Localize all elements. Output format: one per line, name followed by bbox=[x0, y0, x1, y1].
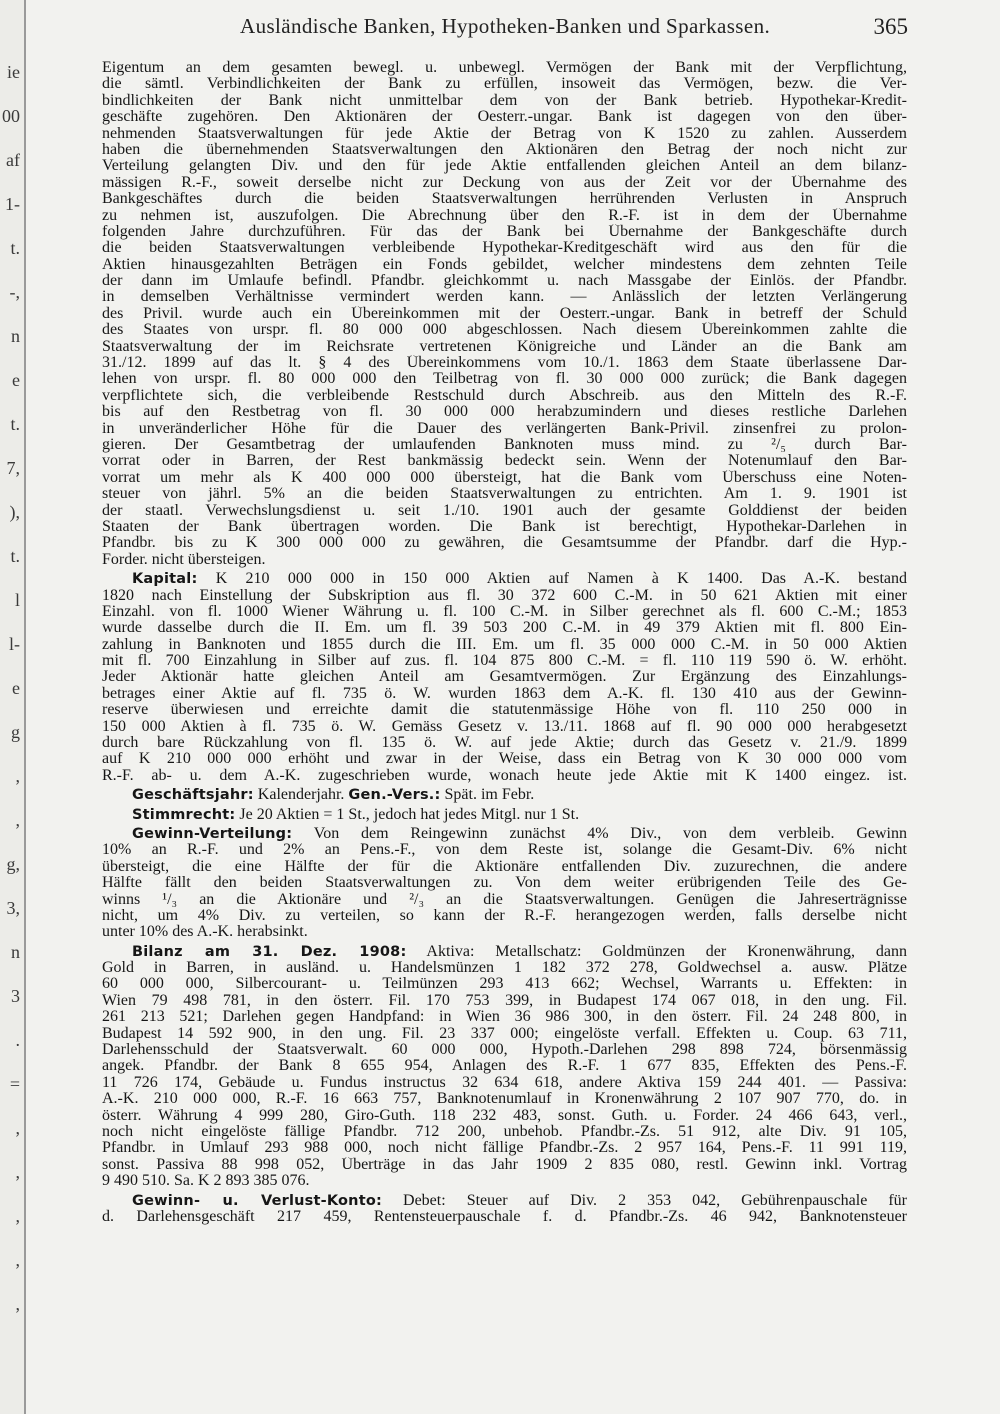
text-line bbox=[102, 437, 907, 453]
text-line bbox=[102, 240, 907, 256]
text-line bbox=[102, 60, 907, 76]
margin-fragment: 3 bbox=[11, 986, 20, 1006]
line-text: Staatsverwaltung der im Reichsrate vertretenen Königreiche und Länder an die Bank am bbox=[102, 338, 907, 355]
margin-fragment: . bbox=[15, 1030, 20, 1050]
margin-fragment: 00 bbox=[2, 106, 20, 126]
line-text: R.-F. ab- u. dem A.-K. zugeschrieben wurde, wonach heute jede Aktie mit K 1400 eingez. ist. bbox=[102, 767, 907, 784]
text-line bbox=[102, 388, 907, 404]
line-text: 150 000 Aktien à fl. 735 ö. W. Gemäss Gesetz v. 13./11. 1868 auf fl. 90 000 000 herabgesetzt bbox=[102, 718, 907, 735]
text-line bbox=[102, 421, 907, 437]
text-line bbox=[102, 1124, 907, 1140]
section-line bbox=[102, 807, 907, 823]
line-text: Gold in Barren, in ausländ. u. Handelsmünzen 1 182 372 278, Goldwechsel a. ausw. Plätze bbox=[102, 960, 907, 977]
text-line bbox=[102, 960, 907, 976]
text-line bbox=[102, 306, 907, 322]
text-line bbox=[102, 751, 907, 767]
line-text: vorrat oder in Barren, der Rest bankmässig bedeckt sein. Wenn der Notenumlauf den Bar- bbox=[102, 453, 907, 470]
margin-fragment: 3, bbox=[6, 898, 20, 918]
margin-fragment: e bbox=[12, 370, 20, 390]
line-text: unter 10% des A.-K. herabsinkt. bbox=[102, 924, 308, 941]
line-text: mit fl. 700 Einzahlung in Silber auf zus. fl. 104 875 800 C.-M. = fl. 110 119 590 ö. W. erhöht. bbox=[102, 653, 907, 670]
line-text: mässigen R.-F., soweit derselbe nicht zur Deckung von aus der Zeit vor der Übernahme des bbox=[102, 174, 907, 191]
text-line bbox=[102, 224, 907, 240]
margin-fragment: 1- bbox=[5, 194, 20, 214]
running-header bbox=[100, 10, 908, 46]
text-line bbox=[102, 1157, 907, 1173]
text-line bbox=[102, 719, 907, 735]
line-text: lehen von urspr. fl. 80 000 000 den Teilbetrag von fl. 30 000 000 zurück; die Bank dagegen bbox=[102, 371, 907, 388]
section-heading: Bilanz am 31. Dez. 1908: bbox=[132, 943, 407, 960]
line-text: übersteigt, die eine Hälfte der für die Aktionäre entfallenden Div. zuzurechnen, die andere bbox=[102, 858, 907, 875]
text-line bbox=[102, 76, 907, 92]
margin-fragment: t. bbox=[10, 546, 20, 566]
line-text: in demselben Verhältnisse vermindert werden kann. — Anlässlich der letzten Verlängerung bbox=[102, 289, 907, 306]
text-line bbox=[102, 289, 907, 305]
line-text: Eigentum an dem gesamten bewegl. u. unbewegl. Vermögen der Bank mit der Verpflichtung, bbox=[102, 60, 907, 76]
text-line bbox=[102, 175, 907, 191]
line-text: sonst. Passiva 88 998 052, Überträge in das Jahr 1909 2 835 080, restl. Gewinn inkl. Vortrag bbox=[102, 1156, 907, 1173]
text-line bbox=[102, 1091, 907, 1107]
section-line bbox=[102, 787, 907, 803]
line-text: auf K 210 000 000 erhöht und zwar in der Weise, dass ein Betrag von K 30 000 000 vom bbox=[102, 751, 907, 768]
line-text: winns ¹/₃ an die Aktionäre und ²/₃ an die Staatsverwaltungen. Genügen die Jahreserträgnisse bbox=[102, 891, 907, 908]
text-line bbox=[102, 371, 907, 387]
text-line bbox=[102, 1009, 907, 1025]
margin-fragment: ie bbox=[7, 62, 20, 82]
line-text: angek. Pfandbr. der Bank 8 655 954, Anlagen des R.-F. 1 677 835, Effekten des Pens.-F. bbox=[102, 1058, 907, 1075]
text-line bbox=[102, 637, 907, 653]
margin-fragment: n bbox=[11, 326, 20, 346]
margin-fragment: , bbox=[15, 1250, 20, 1270]
page-number: 365 bbox=[873, 14, 908, 39]
line-text: Je 20 Aktien = 1 St., jedoch hat jedes Mitgl. nur 1 St. bbox=[235, 806, 580, 823]
line-text: 1820 nach Einstellung der Subskription aus fl. 30 372 600 C.-M. in 50 621 Aktien mit einer bbox=[102, 587, 907, 604]
text-line bbox=[102, 1209, 907, 1225]
text-line bbox=[102, 158, 907, 174]
text-line bbox=[102, 924, 907, 940]
line-text: Wien 79 498 781, in den österr. Fil. 170 753 399, in Budapest 174 067 018, in den ung. Fil. bbox=[102, 992, 907, 1009]
margin-fragment: g bbox=[11, 722, 20, 742]
text-line bbox=[102, 552, 907, 568]
line-text: noch nicht eingelöste fällige Pfandbr. 712 200, unbehob. Pfandbr.-Zs. 51 912, alte Div. 91 105, bbox=[102, 1124, 907, 1140]
line-text: 261 213 521; Darlehen gegen Handpfand: in Wien 36 986 300, in den österr. Fil. 24 248 800, in bbox=[102, 1009, 907, 1026]
section-line bbox=[102, 1193, 907, 1209]
line-text: der dann im Umlaufe befindl. Pfandbr. gleichkommt u. nach Massgabe der Einlös. der Pfandbr. bbox=[102, 273, 907, 290]
line-text: Jeder Aktionär hatte gleichen Anteil am Gesamtvermögen. Zur Ergänzung des Einzahlungs- bbox=[102, 669, 907, 686]
section-heading: Gewinn- u. Verlust-Konto: bbox=[132, 1192, 382, 1209]
line-text: in unveränderlicher Höhe für die Dauer des verlängerten Bank-Privil. zinsenfrei zu prolon- bbox=[102, 420, 907, 437]
text-line bbox=[102, 339, 907, 355]
line-text: Aktien hinausgezahlten Beträgen ein Fonds gebildet, welcher mindestens dem zehnten Teile bbox=[102, 256, 907, 273]
text-line bbox=[102, 604, 907, 620]
text-line bbox=[102, 486, 907, 502]
margin-fragment: ), bbox=[9, 502, 20, 522]
text-line bbox=[102, 535, 907, 551]
text-line bbox=[102, 892, 907, 908]
line-text: Bankgeschäftes durch die beiden Staatsverwaltungen herrührenden Verlusten in Anspruch bbox=[102, 191, 907, 208]
text-line bbox=[102, 859, 907, 875]
section-heading: Kapital: bbox=[132, 571, 198, 588]
text-line bbox=[102, 875, 907, 891]
line-text: österr. Währung 4 999 280, Giro-Guth. 118 232 483, sonst. Guth. u. Forder. 24 466 643, verl., bbox=[102, 1107, 907, 1124]
text-line bbox=[102, 620, 907, 636]
line-text: K 210 000 000 in 150 000 Aktien auf Namen à K 1400. Das A.-K. bestand bbox=[197, 571, 907, 588]
margin-fragment: g, bbox=[6, 854, 20, 874]
text-line bbox=[102, 208, 907, 224]
text-line bbox=[102, 908, 907, 924]
line-text: d. Darlehensgeschäft 217 459, Rentensteuerpauschale f. d. Pfandbr.-Zs. 46 942, Banknotensteuer bbox=[102, 1208, 907, 1225]
section-line bbox=[102, 944, 907, 960]
text-line bbox=[102, 669, 907, 685]
margin-fragment: af bbox=[6, 150, 20, 170]
margin-fragment: , bbox=[15, 1118, 20, 1138]
text-line bbox=[102, 93, 907, 109]
line-text: durch bare Rückzahlung von fl. 135 ö. W. auf jede Aktie; durch das Gesetz v. 21./9. 1899 bbox=[102, 735, 907, 752]
margin-fragment: 7, bbox=[6, 458, 20, 478]
margin-fragment: t. bbox=[10, 414, 20, 434]
text-line bbox=[102, 842, 907, 858]
text-line bbox=[102, 1042, 907, 1058]
line-text: Forder. nicht übersteigen. bbox=[102, 551, 266, 568]
line-text: nehmenden Staatsverwaltungen für jede Aktie der Betrag von K 1520 zu zahlen. Ausserdem bbox=[102, 125, 907, 142]
line-text: Kalenderjahr. bbox=[253, 787, 349, 804]
text-line bbox=[102, 404, 907, 420]
line-text: bindlichkeiten der Bank nicht unmittelbar dem von der Bank betrieb. Hypothekar-Kredit- bbox=[102, 92, 907, 109]
margin-fragment: e bbox=[12, 678, 20, 698]
text-line bbox=[102, 273, 907, 289]
margin-fragment: , bbox=[15, 1162, 20, 1182]
text-line bbox=[102, 109, 907, 125]
text-line bbox=[102, 1108, 907, 1124]
line-text: haben die übernehmenden Staatsverwaltungen den Aktionären den Betrag der noch nicht zur bbox=[102, 141, 907, 158]
margin-fragment: -, bbox=[9, 282, 20, 302]
margin-fragment: l- bbox=[9, 634, 20, 654]
text-line bbox=[102, 768, 907, 784]
line-text: zahlung in Banknoten und 1855 durch die III. Em. um fl. 35 000 000 C.-M. in 50 000 Aktien bbox=[102, 636, 907, 653]
text-line bbox=[102, 191, 907, 207]
line-text: Darlehensschuld der Staatsverwalt. 60 000 000, Hypoth.-Darlehen 298 898 724, börsenmässig bbox=[102, 1042, 907, 1059]
text-line bbox=[102, 653, 907, 669]
line-text: Debet: Steuer auf Div. 2 353 042, Gebührenpauschale für bbox=[382, 1192, 907, 1209]
text-line bbox=[102, 686, 907, 702]
line-text: folgenden Jahre durchzuführen. Für das der Bank bei Übernahme der Bankgeschäfte durch bbox=[102, 223, 907, 240]
line-text: Verteilung gelangten Div. und den für jede Aktie entfallenden gleichen Anteil an dem bilanz- bbox=[102, 158, 907, 175]
line-text: Staaten der Bank übertragen worden. Die Bank ist berechtigt, Hypothekar-Darlehen in bbox=[102, 518, 907, 535]
line-text: nicht, um 4% Div. zu verteilen, so kann der R.-F. herangezogen werden, falls derselbe nicht bbox=[102, 907, 907, 924]
margin-fragment: n bbox=[11, 942, 20, 962]
section-heading: Gewinn-Verteilung: bbox=[132, 825, 293, 842]
line-text: wurde dasselbe durch die II. Em. um fl. 39 503 200 C.-M. in 49 379 Aktien mit fl. 800 Ein- bbox=[102, 620, 907, 637]
line-text: Von dem Reingewinn zunächst 4% Div., von dem verbleib. Gewinn bbox=[292, 825, 907, 842]
line-text: bis auf den Restbetrag von fl. 30 000 000 herabzumindern und dieses restliche Darlehen bbox=[102, 404, 907, 421]
text-line bbox=[102, 702, 907, 718]
line-text: betrages einer Aktie auf fl. 735 ö. W. wurden 1863 dem A.-K. fl. 130 410 aus der Gewinn- bbox=[102, 685, 907, 702]
line-text: des Privil. wurde auch ein Übereinkommen mit der Oesterr.-ungar. Bank in betreff der Schuld bbox=[102, 305, 907, 322]
body-text bbox=[102, 60, 907, 1405]
line-text: Pfandbr. bis zu K 300 000 000 zu gewähren, die Gesamtsumme der Pfandbr. darf die Hyp.- bbox=[102, 535, 907, 552]
text-line bbox=[102, 126, 907, 142]
section-heading: Geschäftsjahr: bbox=[132, 787, 254, 804]
margin-fragment: , bbox=[15, 810, 20, 830]
section-line bbox=[102, 826, 907, 842]
line-text: zu nehmen ist, auszufolgen. Die Abrechnung über den R.-F. ist in dem der Übernahme bbox=[102, 207, 907, 224]
running-title: Ausländische Banken, Hypotheken-Banken und Sparkassen. bbox=[240, 14, 771, 38]
line-text: 31./12. 1899 auf das lt. § 4 des Übereinkommens vom 10./1. 1863 dem Staate überlassene Dar- bbox=[102, 355, 907, 372]
text-line bbox=[102, 503, 907, 519]
previous-page-edge bbox=[0, 0, 26, 1414]
text-line bbox=[102, 993, 907, 1009]
line-text: steuer von jährl. 5% an die beiden Staatsverwaltungen zu entrichten. Am 1. 9. 1901 ist bbox=[102, 486, 907, 503]
line-text: des Staates von urspr. fl. 80 000 000 abgeschlossen. Nach diesem Übereinkommen zahlte die bbox=[102, 322, 907, 339]
line-text: Einzahl. von fl. 1000 Wiener Währung u. fl. 100 C.-M. in Silber gerechnet als fl. 600 C.-M.; 1853 bbox=[102, 603, 907, 620]
line-text: die sämtl. Verbindlichkeiten der Bank zu erfüllen, insoweit das Vermögen, bezw. die Ver- bbox=[102, 76, 907, 93]
line-text: 10% an R.-F. und 2% an Pens.-F., von dem Reste ist, solange die Gesamt-Div. 6% nicht bbox=[102, 842, 907, 859]
line-text: 9 490 510. Sa. K 2 893 385 076. bbox=[102, 1173, 310, 1190]
margin-fragment: l bbox=[14, 590, 20, 610]
section-line bbox=[102, 571, 907, 587]
line-text: Budapest 14 592 900, in den ung. Fil. 23 337 000; eingelöste verfall. Effekten u. Coup. 63 711, bbox=[102, 1025, 907, 1042]
text-line bbox=[102, 1173, 907, 1189]
line-text: die beiden Staatsverwaltungen verbleibende Hypothekar-Kreditgeschäft wird aus den für die bbox=[102, 240, 907, 257]
text-line bbox=[102, 453, 907, 469]
line-text: Pfandbr. in Umlauf 293 988 000, noch nicht fällige Pfandbr.-Zs. 2 957 164, Pens.-F. 11 991 119, bbox=[102, 1140, 907, 1157]
text-line bbox=[102, 1026, 907, 1042]
text-line bbox=[102, 976, 907, 992]
line-text: verpflichtete sich, die verbleibende Restschuld durch Abschreib. aus den Mitteln des R.-F. bbox=[102, 387, 907, 404]
section-heading: Gen.-Vers.: bbox=[348, 787, 441, 804]
line-text: geschäfte zugehören. Den Aktionären der Oesterr.-ungar. Bank ist dagegen von den über- bbox=[102, 109, 907, 126]
line-text: Aktiva: Metallschatz: Goldmünzen der Kronenwährung, dann bbox=[406, 943, 907, 960]
text-line bbox=[102, 470, 907, 486]
section-heading: Stimmrecht: bbox=[132, 806, 236, 823]
line-text: 11 726 174, Gebäude u. Fundus instructus 32 634 618, andere Aktiva 159 244 401. — Passiva: bbox=[102, 1074, 907, 1091]
margin-fragment: , bbox=[15, 1206, 20, 1226]
text-line bbox=[102, 588, 907, 604]
margin-fragment: , bbox=[15, 1294, 20, 1314]
text-line bbox=[102, 322, 907, 338]
text-line bbox=[102, 735, 907, 751]
margin-fragment: t. bbox=[10, 238, 20, 258]
line-text: 60 000 000, Silbercourant- u. Teilmünzen 293 413 662; Wechsel, Warrants u. Effekten: in bbox=[102, 976, 907, 993]
margin-fragment: , bbox=[15, 766, 20, 786]
text-line bbox=[102, 142, 907, 158]
line-text: A.-K. 210 000 000, R.-F. 16 663 757, Banknotenumlauf in Kronenwährung 2 107 907 770, do. in bbox=[102, 1091, 907, 1108]
line-text: vorrat um mehr als K 400 000 000 übersteigt, hat die Bank vom Überschuss eine Noten- bbox=[102, 469, 907, 486]
line-text: Hälfte fällt den beiden Staatsverwaltungen zu. Von dem weiter erübrigenden Teile des Ge- bbox=[102, 875, 907, 892]
text-line bbox=[102, 1140, 907, 1156]
line-text: der staatl. Verwechslungsdienst u. seit 1./10. 1901 auch der gesamte Golddienst der beiden bbox=[102, 502, 907, 519]
text-line bbox=[102, 1058, 907, 1074]
line-text: gieren. Der Gesamtbetrag der umlaufenden Banknoten muss mind. zu ²/₅ durch Bar- bbox=[102, 436, 907, 453]
text-line bbox=[102, 257, 907, 273]
text-line bbox=[102, 1075, 907, 1091]
line-text: reserve überwiesen und erreichte damit die statutenmässige Höhe von fl. 110 250 000 in bbox=[102, 702, 907, 719]
line-text: Spät. im Febr. bbox=[440, 787, 535, 804]
margin-fragment: = bbox=[9, 1074, 20, 1094]
text-line bbox=[102, 355, 907, 371]
text-line bbox=[102, 519, 907, 535]
